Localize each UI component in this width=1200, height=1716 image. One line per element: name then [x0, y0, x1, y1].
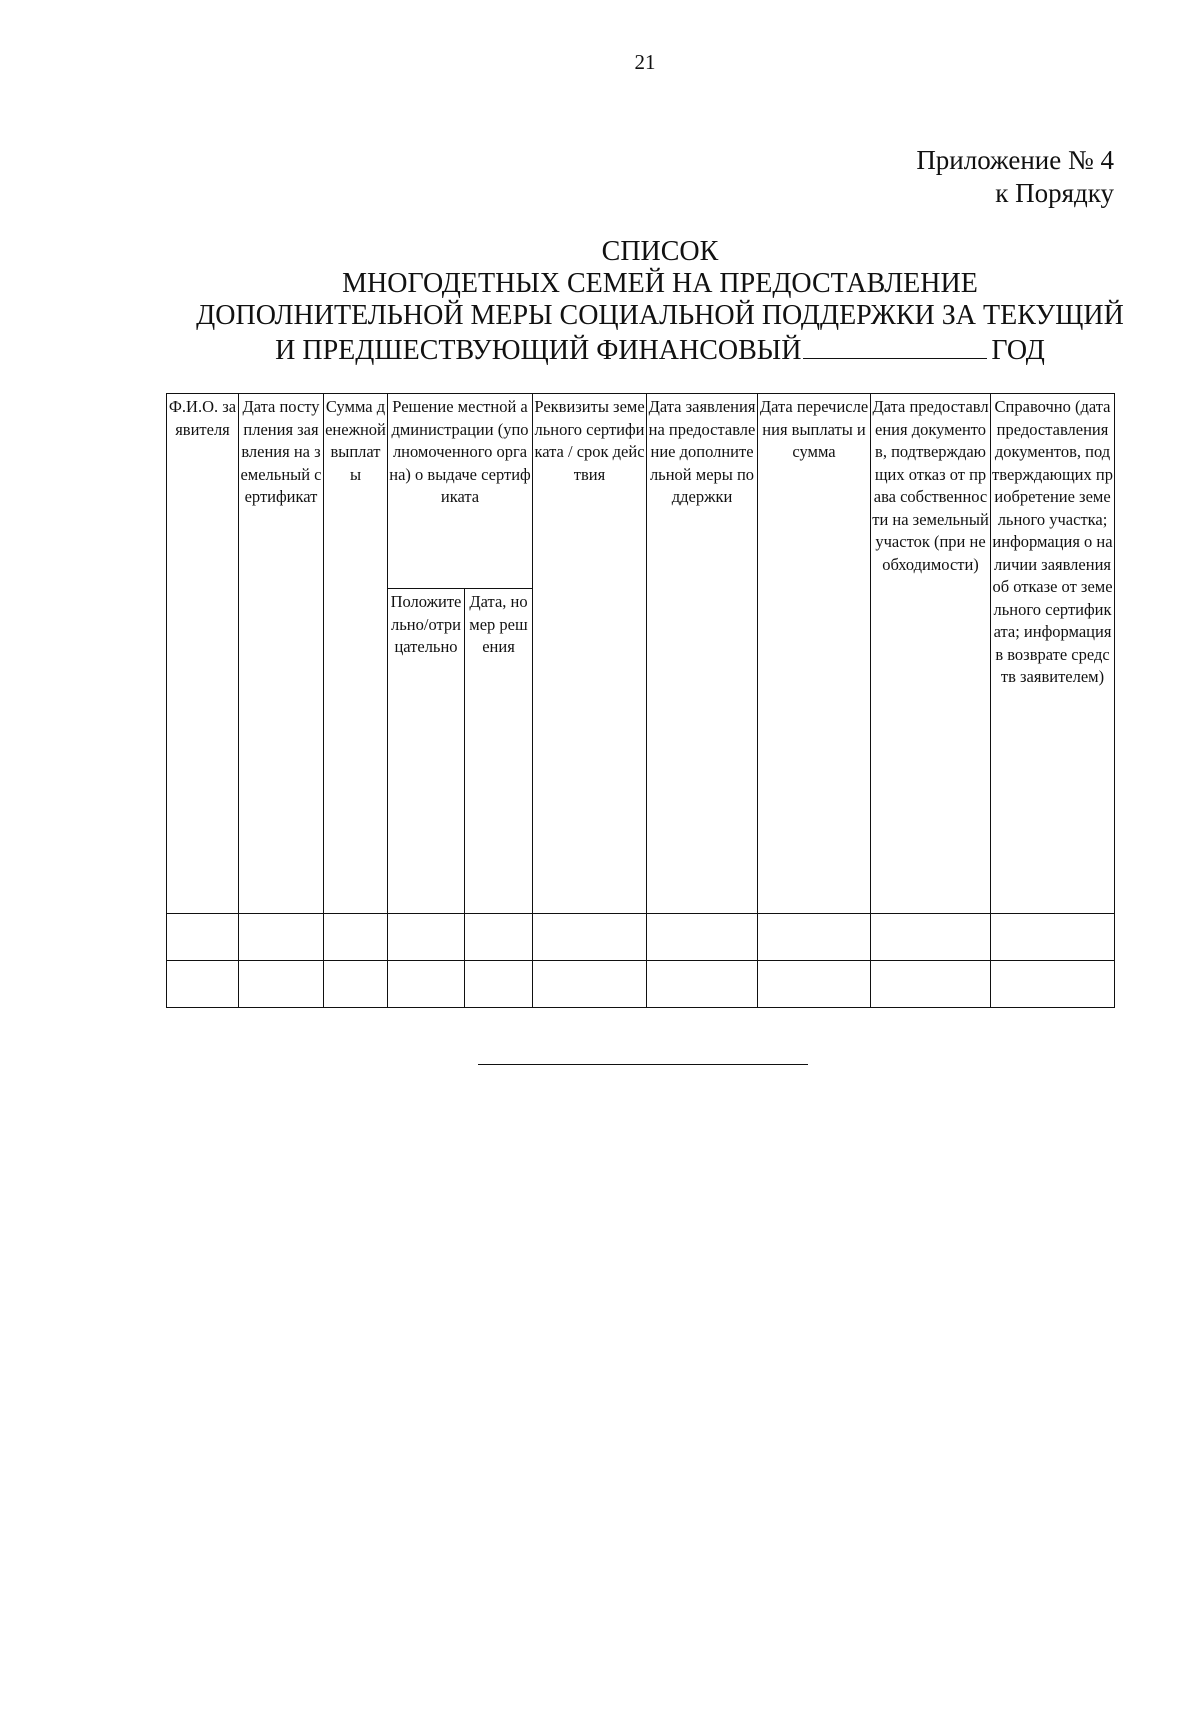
table-row — [167, 914, 1115, 961]
header-amount: Сумма денежной выплаты — [324, 394, 388, 914]
table-cell — [167, 914, 239, 961]
header-reference: Справочно (дата предоставления документов, подтверждающих приобретение земельного участка; информация о наличии заявления об отказе от земельного сертификата; информация в возврате средств заявителем) — [991, 394, 1115, 914]
table-cell — [239, 914, 324, 961]
table-cell — [533, 961, 647, 1008]
title-line-4 — [160, 332, 1160, 367]
table-cell — [758, 961, 871, 1008]
appendix-number: Приложение № 4 — [916, 145, 1114, 175]
header-decision-date: Дата, номер решения — [465, 589, 533, 914]
header-decision: Решение местной администрации (уполномоченного органа) о выдаче сертификата — [388, 394, 533, 589]
title-line-3: ДОПОЛНИТЕЛЬНОЙ МЕРЫ СОЦИАЛЬНОЙ ПОДДЕРЖКИ ЗА ТЕКУЩИЙ — [196, 300, 1124, 331]
table-cell — [647, 961, 758, 1008]
table-cell — [991, 914, 1115, 961]
table-row — [167, 961, 1115, 1008]
table-cell — [239, 961, 324, 1008]
header-requisites: Реквизиты земельного сертификата / срок действия — [533, 394, 647, 914]
table-cell — [465, 961, 533, 1008]
closing-rule — [478, 1064, 808, 1065]
families-list-table — [166, 393, 1115, 1008]
header-refusal-docs-date: Дата предоставления документов, подтверждающих отказ от права собственности на земельный участок (при необходимости) — [871, 394, 991, 914]
table-cell — [533, 914, 647, 961]
table-cell — [324, 961, 388, 1008]
document-title — [160, 236, 1160, 367]
header-decision-positive: Положительно/отрицательно — [388, 589, 465, 914]
table-cell — [167, 961, 239, 1008]
table-cell — [647, 914, 758, 961]
title-line-2: МНОГОДЕТНЫХ СЕМЕЙ НА ПРЕДОСТАВЛЕНИЕ — [342, 268, 978, 299]
table-cell — [871, 961, 991, 1008]
table-cell — [758, 914, 871, 961]
table-cell — [465, 914, 533, 961]
header-transfer-date: Дата перечисления выплаты и сумма — [758, 394, 871, 914]
appendix-order: к Порядку — [995, 178, 1114, 208]
title-line-1: СПИСОК — [601, 236, 719, 267]
table-header-row — [167, 394, 1115, 589]
header-application-date: Дата заявления на предоставление дополнительной меры поддержки — [647, 394, 758, 914]
year-blank-field — [803, 332, 987, 359]
appendix-reference — [916, 144, 1114, 210]
title-line-4-end: ГОД — [991, 335, 1045, 366]
page-number: 21 — [634, 50, 656, 74]
title-line-4-start: И ПРЕДШЕСТВУЮЩИЙ ФИНАНСОВЫЙ — [275, 335, 802, 366]
table-cell — [324, 914, 388, 961]
header-fio: Ф.И.О. заявителя — [167, 394, 239, 914]
table-cell — [388, 961, 465, 1008]
header-date-received: Дата поступления заявления на земельный сертификат — [239, 394, 324, 914]
table-cell — [991, 961, 1115, 1008]
table-cell — [388, 914, 465, 961]
table-cell — [871, 914, 991, 961]
